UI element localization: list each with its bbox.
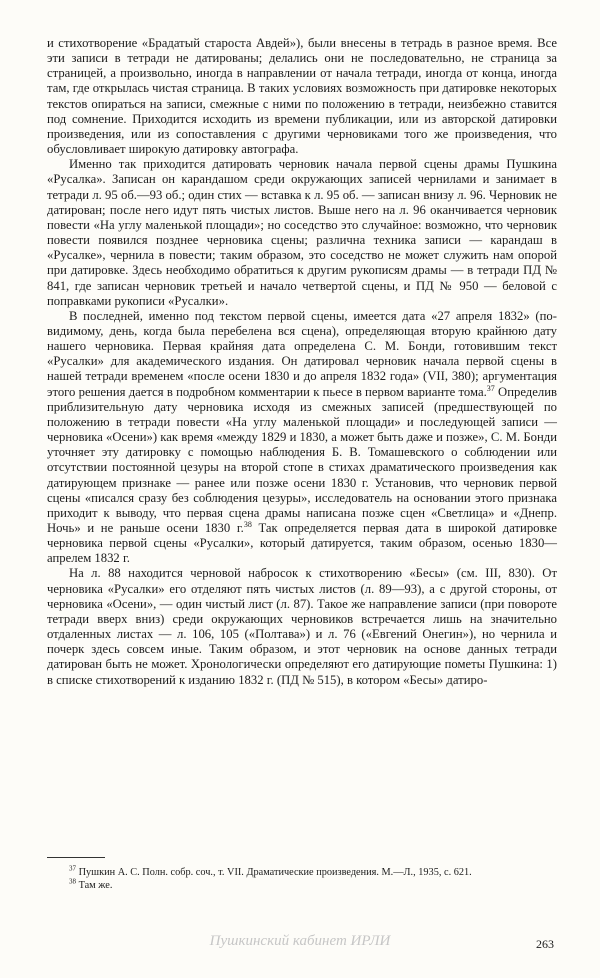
main-text xyxy=(47,36,557,688)
paragraph-3 xyxy=(47,309,557,567)
footnote-37 xyxy=(47,866,557,879)
paragraph-3-part-b: Определив приблизительную дату черновика исходя из смежных записей (предшествующей по положению в тетради повести «На углу маленькой площади» и последующей записи — черновика «Осени») как время «между 1829 и 1830, а может быть даже и позже», С. М. Бонди уточняет эту датировку с помощью наблюдения Б. В. Томашевского о соблюдении или отсутствии постоянной цезуры на второй стопе в стихах драматического произведения как датирующем признаке — ранее или позже осени 1830 г. Установив, что черновик первой сцены «писался сразу без соблюдения цезуры», исследователь на основании этого признака приходит к выводу, что первая сцена драмы написана позже сцен «Светлица» и «Днепр. Ночь» и не раньше осени 1830 г. xyxy=(47,384,557,535)
paragraph-2: Именно так приходится датировать черновик начала первой сцены драмы Пушкина «Русалка». Записан он карандашом среди окружающих записей чернилами и занимает в тетради л. 95 об.—93 об.; один стих — вставка к л. 95 об. — записан внизу л. 96. Черновик не датирован; после него идут пять чистых листов. Выше него на л. 96 оканчивается черновик повести «На углу маленькой площади»; но соседство это случайное: возможно, что черновик повести появился позднее черновика сцены; различна техника записи — карандаш в «Русалке», чернила в повести; таким образом, это соседство не может служить нам опорой при датировке. Здесь необходимо обратиться к другим рукописям драмы — в тетради ПД № 841, где записан черновик третьей и начало четвертой сцены, и ПД № 950 — беловой с поправками рукописи «Русалки». xyxy=(47,157,557,308)
footnote-ref-38: 38 xyxy=(243,519,252,529)
footnote-38-number: 38 xyxy=(69,877,76,886)
watermark: Пушкинский кабинет ИРЛИ xyxy=(209,933,391,949)
footnote-ref-37: 37 xyxy=(486,383,495,393)
footnotes xyxy=(47,866,557,892)
paragraph-1: и стихотворение «Брадатый староста Авдей»), были внесены в тетрадь в разное время. Все эти записи в тетради не датированы; делались они не последовательно, не страница за страницей, а произвольно, иногда в направлении от начала тетради, иногда от конца, иногда там, где открылась чистая страница. В таких условиях возможность при датировке некоторых текстов опираться на записи, смежные с ними по положению в тетради, неизбежно ставится под сомнение. Приходится исходить из времени публикации, или из авторской датировки произведения, или из сопоставления с другими черновиками того же произведения, что обусловливает широкую датировку автографа. xyxy=(47,36,557,157)
paragraph-3-part-a: В последней, именно под текстом первой сцены, имеется дата «27 апреля 1832» (по-видимому, день, когда была перебелена вся сцена), определяющая вторую крайнюю дату нашего черновика. Первая крайняя дата определена С. М. Бонди, готовившим текст «Русалки» для академического издания. Он датировал черновик начала первой сцены в нашей тетради временем «после осени 1830 и до апреля 1832 года» (VII, 380); аргументация этого решения дается в подробном комментарии к пьесе в первом варианте тома. xyxy=(47,308,557,399)
footnote-38-text: Там же. xyxy=(78,880,113,891)
footnote-37-text: Пушкин А. С. Полн. собр. соч., т. VII. Драматические произведения. М.—Л., 1935, с. 621. xyxy=(78,867,472,878)
footnote-divider xyxy=(47,857,105,858)
paragraph-4: На л. 88 находится черновой набросок к стихотворению «Бесы» (см. III, 830). От черновика «Русалки» его отделяют пять чистых листов (л. 89—93), а с другой стороны, от черновика «Осени», — один чистый лист (л. 87). Такое же направление записи (при повороте тетради вверх вниз) среди окружающих черновиков встречается лишь на значительно отдаленных листах — л. 106, 105 («Полтава») и л. 76 («Евгений Онегин»), но чернила и почерк здесь совсем иные. Таким образом, и этот черновик на основе данных тетради датирован быть не может. Хронологически определяют его датирующие пометы Пушкина: 1) в списке стихотворений к изданию 1832 г. (ПД № 515), в котором «Бесы» датиро- xyxy=(47,566,557,687)
paragraph-3-part-c: Так определяется первая дата в широкой датировке черновика первой сцены «Русалки», который датируется, таким образом, осенью 1830—апрелем 1832 г. xyxy=(47,521,557,566)
footnote-38 xyxy=(47,879,557,892)
page-number: 263 xyxy=(536,937,554,951)
footnote-37-number: 37 xyxy=(69,864,76,873)
